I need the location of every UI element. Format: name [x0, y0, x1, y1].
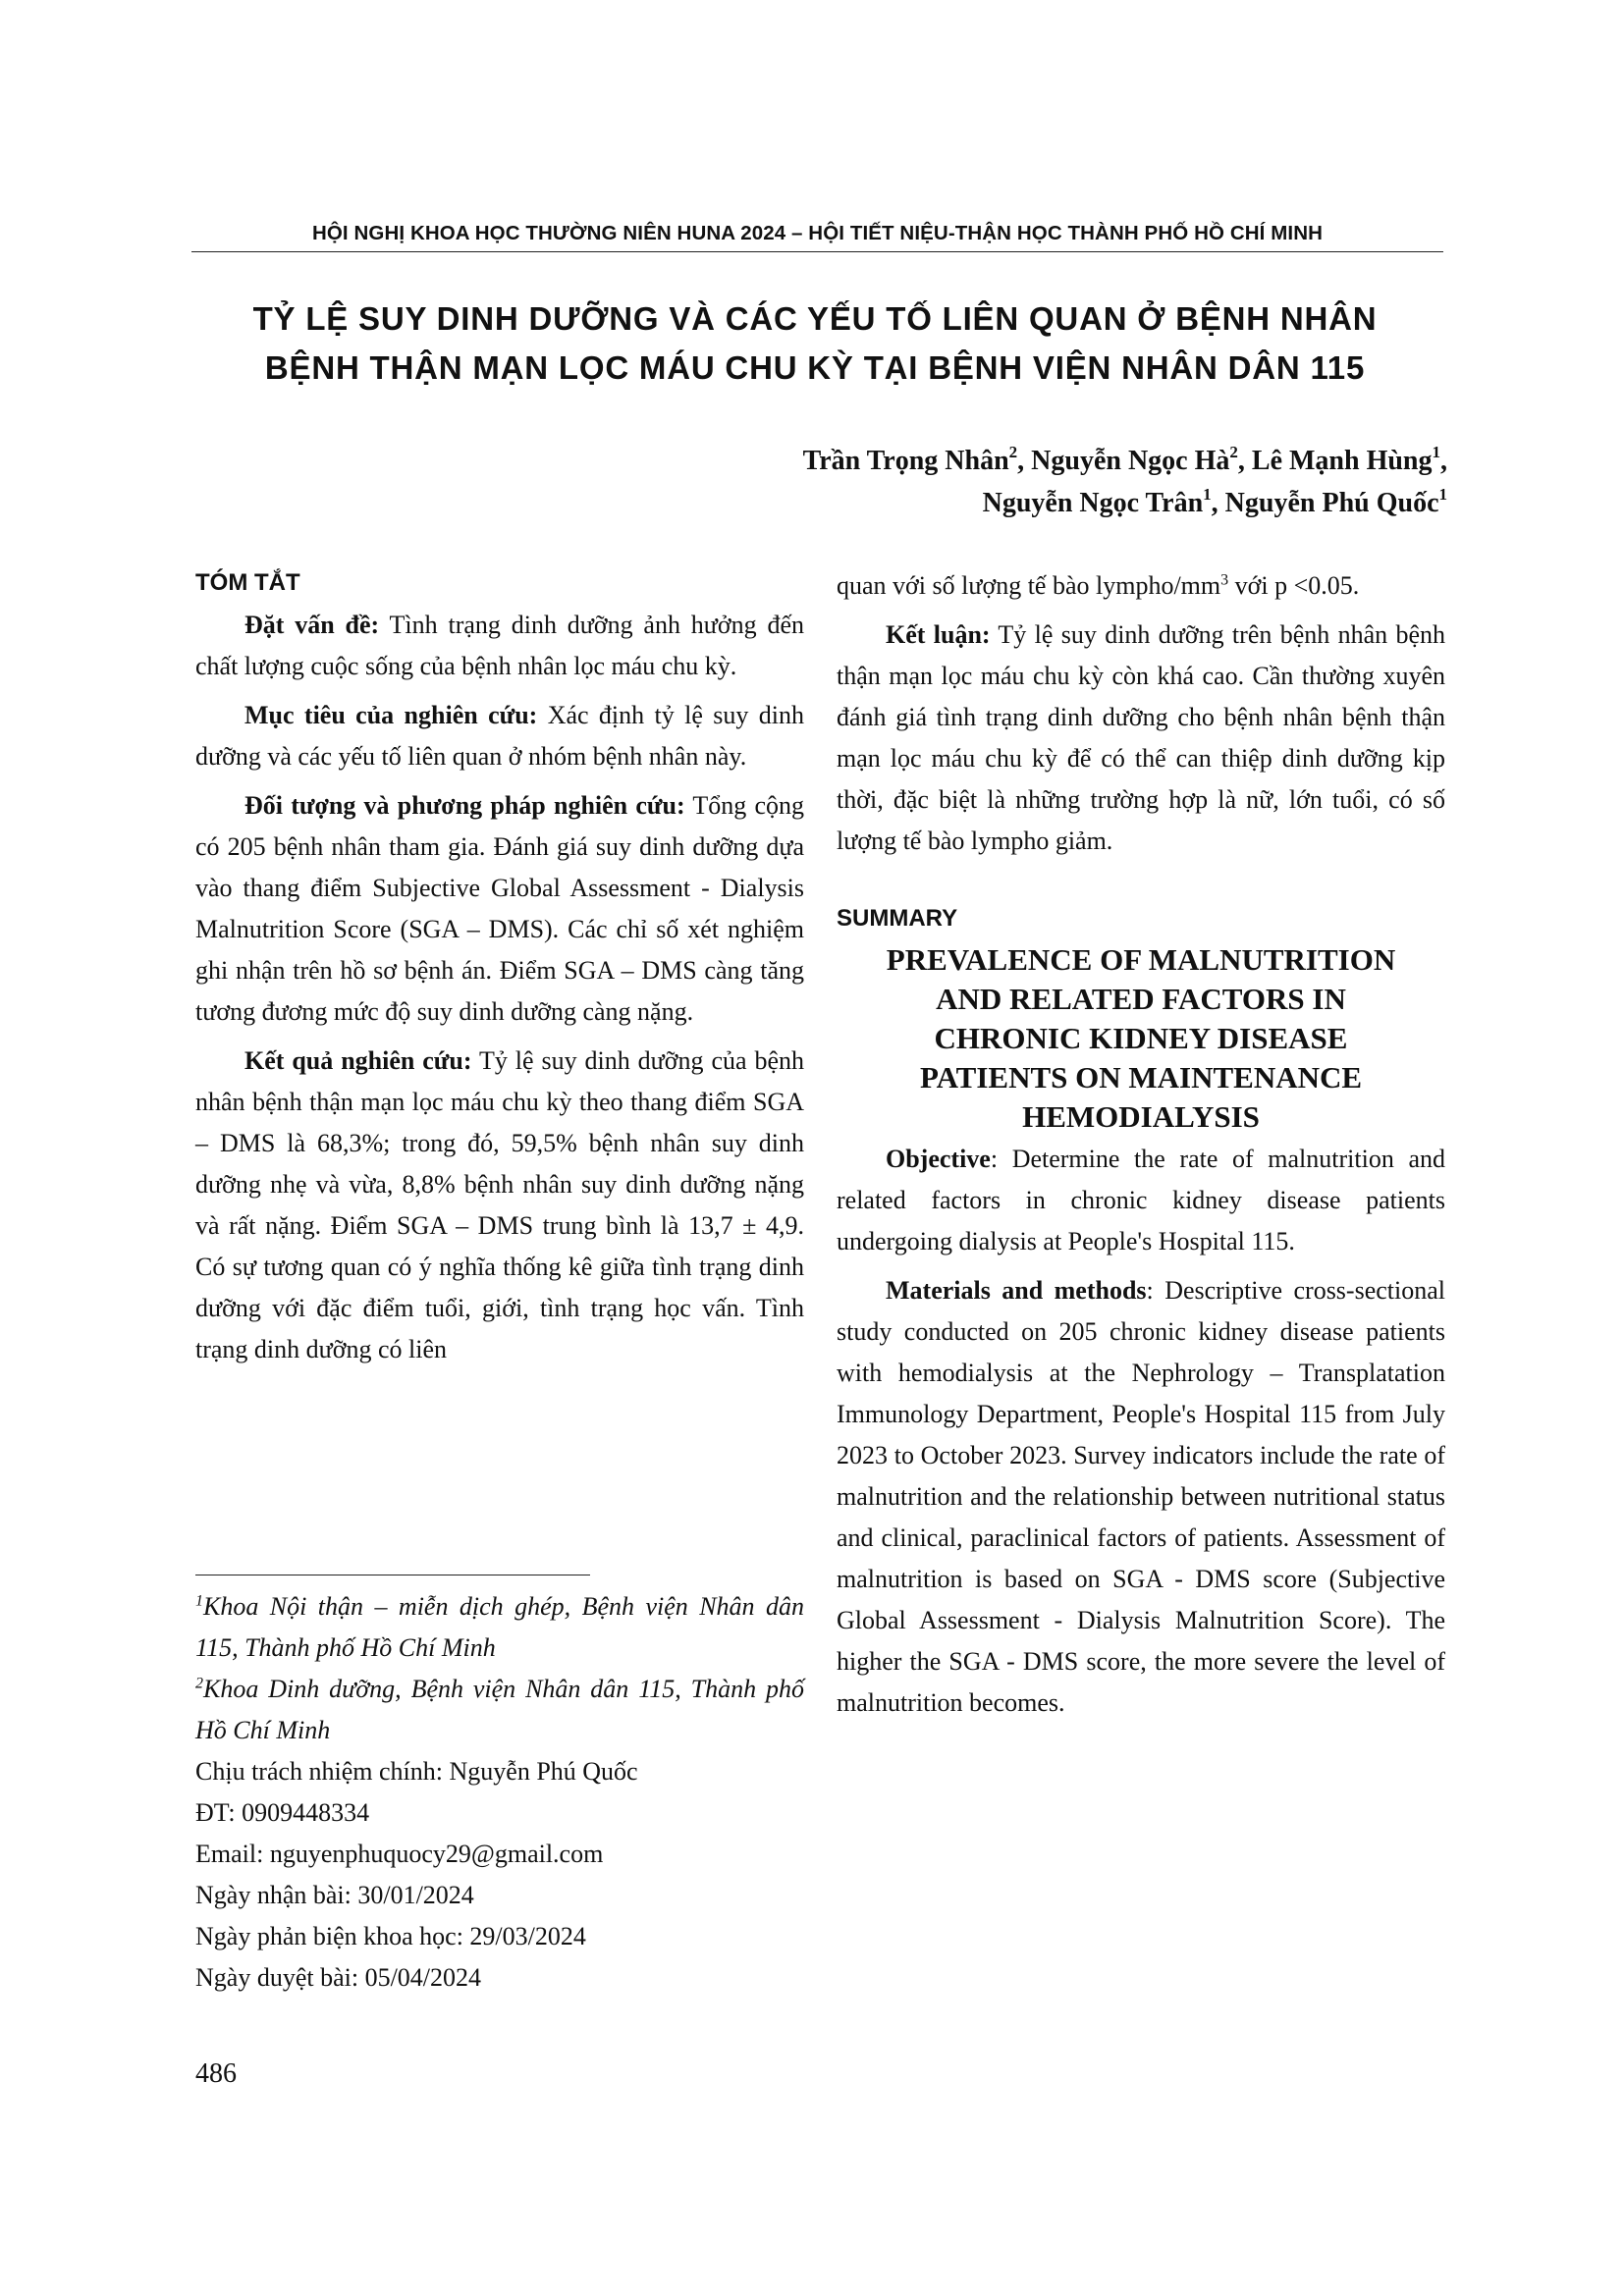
left-column — [195, 561, 804, 1370]
author-affiliation-sup: 1 — [1432, 442, 1440, 461]
abstract-paragraph-background — [195, 605, 804, 687]
phone-number: ĐT: 0909448334 — [195, 1798, 370, 1827]
author-name: Nguyễn Ngọc Hà — [1031, 446, 1230, 476]
author-separator: , — [1017, 446, 1032, 476]
summary-title-line: PATIENTS ON MAINTENANCE — [919, 1060, 1363, 1095]
title-line-2: BỆNH THẬN MẠN LỌC MÁU CHU KỲ TẠI BỆNH VIỆN NHÂN DÂN 115 — [264, 349, 1366, 386]
paragraph-label: Kết quả nghiên cứu: — [244, 1046, 472, 1075]
affiliation-1 — [195, 1586, 804, 1669]
paragraph-text: Tỷ lệ suy dinh dưỡng trên bệnh nhân bệnh thận mạn lọc máu chu kỳ còn khá cao. Cần thường xuyên đánh giá tình trạng dinh dưỡng cho bệnh nhân bệnh thận mạn lọc máu chu kỳ để có thể can thiệp dinh dưỡng kịp thời, đặc biệt là những trường hợp là nữ, lớn tuổi, có số lượng tế bào lympho giảm. — [837, 620, 1445, 855]
abstract-paragraph-conclusion — [837, 614, 1445, 862]
paragraph-label: Đặt vấn đề: — [244, 611, 380, 639]
paragraph-label: Objective — [886, 1145, 991, 1173]
author-name: Nguyễn Phú Quốc — [1224, 488, 1439, 518]
paragraph-label: Kết luận: — [886, 620, 991, 649]
author-name: Lê Mạnh Hùng — [1251, 446, 1433, 476]
summary-paragraph-objective — [837, 1139, 1445, 1262]
paragraph-text: Tình trạng dinh dưỡng ảnh hưởng đến chất lượng cuộc sống của bệnh nhân lọc máu chu kỳ. — [195, 611, 804, 680]
running-head: HỘI NGHỊ KHOA HỌC THƯỜNG NIÊN HUNA 2024 – HỘI TIẾT NIỆU-THẬN HỌC THÀNH PHỐ HỒ CHÍ MINH — [311, 222, 1324, 244]
affiliation-text: Khoa Nội thận – miễn dịch ghép, Bệnh viện Nhân dân 115, Thành phố Hồ Chí Minh — [195, 1592, 804, 1662]
summary-paragraph-methods — [837, 1270, 1445, 1724]
author-separator: , — [1211, 488, 1225, 518]
author-separator: , — [1440, 446, 1447, 476]
email-address: Email: nguyenphuquocy29@gmail.com — [195, 1840, 604, 1868]
author-name: Trần Trọng Nhân — [802, 446, 1009, 476]
author-list — [803, 440, 1447, 524]
paragraph-text: Xác định tỷ lệ suy dinh dưỡng và các yếu tố liên quan ở nhóm bệnh nhân này. — [195, 701, 804, 771]
author-affiliation-sup: 1 — [1438, 484, 1447, 504]
right-column — [837, 565, 1445, 1724]
author-affiliation-sup: 2 — [1229, 442, 1238, 461]
paragraph-text: với p <0.05. — [1228, 571, 1360, 600]
abstract-heading: TÓM TẮT — [195, 569, 300, 596]
page-number: 486 — [195, 2058, 237, 2089]
paragraph-label: Mục tiêu của nghiên cứu: — [244, 701, 538, 729]
paragraph-text: quan với số lượng tế bào lympho/mm — [837, 571, 1221, 600]
summary-heading: SUMMARY — [837, 905, 958, 932]
summary-title-line: PREVALENCE OF MALNUTRITION — [886, 942, 1396, 977]
abstract-paragraph-methods — [195, 785, 804, 1033]
paragraph-label: Materials and methods — [886, 1276, 1147, 1305]
affiliation-2 — [195, 1669, 804, 1751]
paper-title — [177, 294, 1453, 393]
summary-title-line: HEMODIALYSIS — [1022, 1099, 1260, 1134]
abstract-paragraph-results — [195, 1041, 804, 1370]
date-received: Ngày nhận bài: 30/01/2024 — [195, 1881, 474, 1909]
superscript: 3 — [1220, 571, 1229, 589]
author-affiliation-sup: 2 — [1008, 442, 1018, 461]
summary-title — [837, 940, 1445, 1137]
paragraph-text: Tỷ lệ suy dinh dưỡng của bệnh nhân bệnh thận mạn lọc máu chu kỳ theo thang điểm SGA – DMS là 68,3%; trong đó, 59,5% bệnh nhân suy dinh dưỡng nhẹ và vừa, 8,8% bệnh nhân suy dinh dưỡng nặng và rất nặng. Điểm SGA – DMS trung bình là 13,7 ± 4,9. Có sự tương quan có ý nghĩa thống kê giữa tình trạng dinh dưỡng với đặc điểm tuổi, giới, tình trạng học vấn. Tình trạng dinh dưỡng có liên — [195, 1046, 804, 1363]
paragraph-text: : Determine the rate of malnutrition and related factors in chronic kidney disease patients undergoing dialysis at People's Hospital 115. — [837, 1145, 1445, 1255]
author-separator: , — [1237, 446, 1252, 476]
abstract-results-continued — [837, 565, 1445, 607]
affiliation-sup: 1 — [195, 1592, 203, 1610]
author-name: Nguyễn Ngọc Trân — [982, 488, 1204, 518]
date-approved: Ngày duyệt bài: 05/04/2024 — [195, 1963, 482, 1992]
author-affiliation-sup: 1 — [1203, 484, 1212, 504]
paragraph-text: Tổng cộng có 205 bệnh nhân tham gia. Đánh giá suy dinh dưỡng dựa vào thang điểm Subjective Global Assessment - Dialysis Malnutrition Score (SGA – DMS). Các chỉ số xét nghiệm ghi nhận trên hồ sơ bệnh án. Điểm SGA – DMS càng tăng tương đương mức độ suy dinh dưỡng càng nặng. — [195, 791, 805, 1026]
affiliation-sup: 2 — [195, 1675, 203, 1692]
summary-title-line: AND RELATED FACTORS IN — [936, 982, 1346, 1016]
title-line-1: TỶ LỆ SUY DINH DƯỠNG VÀ CÁC YẾU TỐ LIÊN QUAN Ở BỆNH NHÂN — [252, 300, 1378, 337]
abstract-paragraph-objective — [195, 695, 804, 777]
paragraph-label: Đối tượng và phương pháp nghiên cứu: — [244, 791, 685, 820]
header-rule — [191, 251, 1443, 252]
date-reviewed: Ngày phản biện khoa học: 29/03/2024 — [195, 1922, 586, 1950]
paragraph-text: : Descriptive cross-sectional study conducted on 205 chronic kidney disease patients with hemodialysis at the Nephrology – Transplatation Immunology Department, People's Hospital 115 from July 2023 to October 2023. Survey indicators include the rate of malnutrition and the relationship between nutritional status and clinical, paraclinical factors of patients. Assessment of malnutrition is based on SGA - DMS score (Subjective Global Assessment - Dialysis Malnutrition Score). The higher the SGA - DMS score, the more severe the level of malnutrition becomes. — [837, 1276, 1445, 1717]
responsible-author: Chịu trách nhiệm chính: Nguyễn Phú Quốc — [195, 1757, 638, 1786]
summary-title-line: CHRONIC KIDNEY DISEASE — [934, 1021, 1348, 1055]
affiliation-text: Khoa Dinh dưỡng, Bệnh viện Nhân dân 115, Thành phố Hồ Chí Minh — [195, 1675, 804, 1744]
author-line-2 — [803, 482, 1447, 524]
footnotes — [195, 1586, 804, 1999]
author-line-1 — [803, 440, 1447, 482]
